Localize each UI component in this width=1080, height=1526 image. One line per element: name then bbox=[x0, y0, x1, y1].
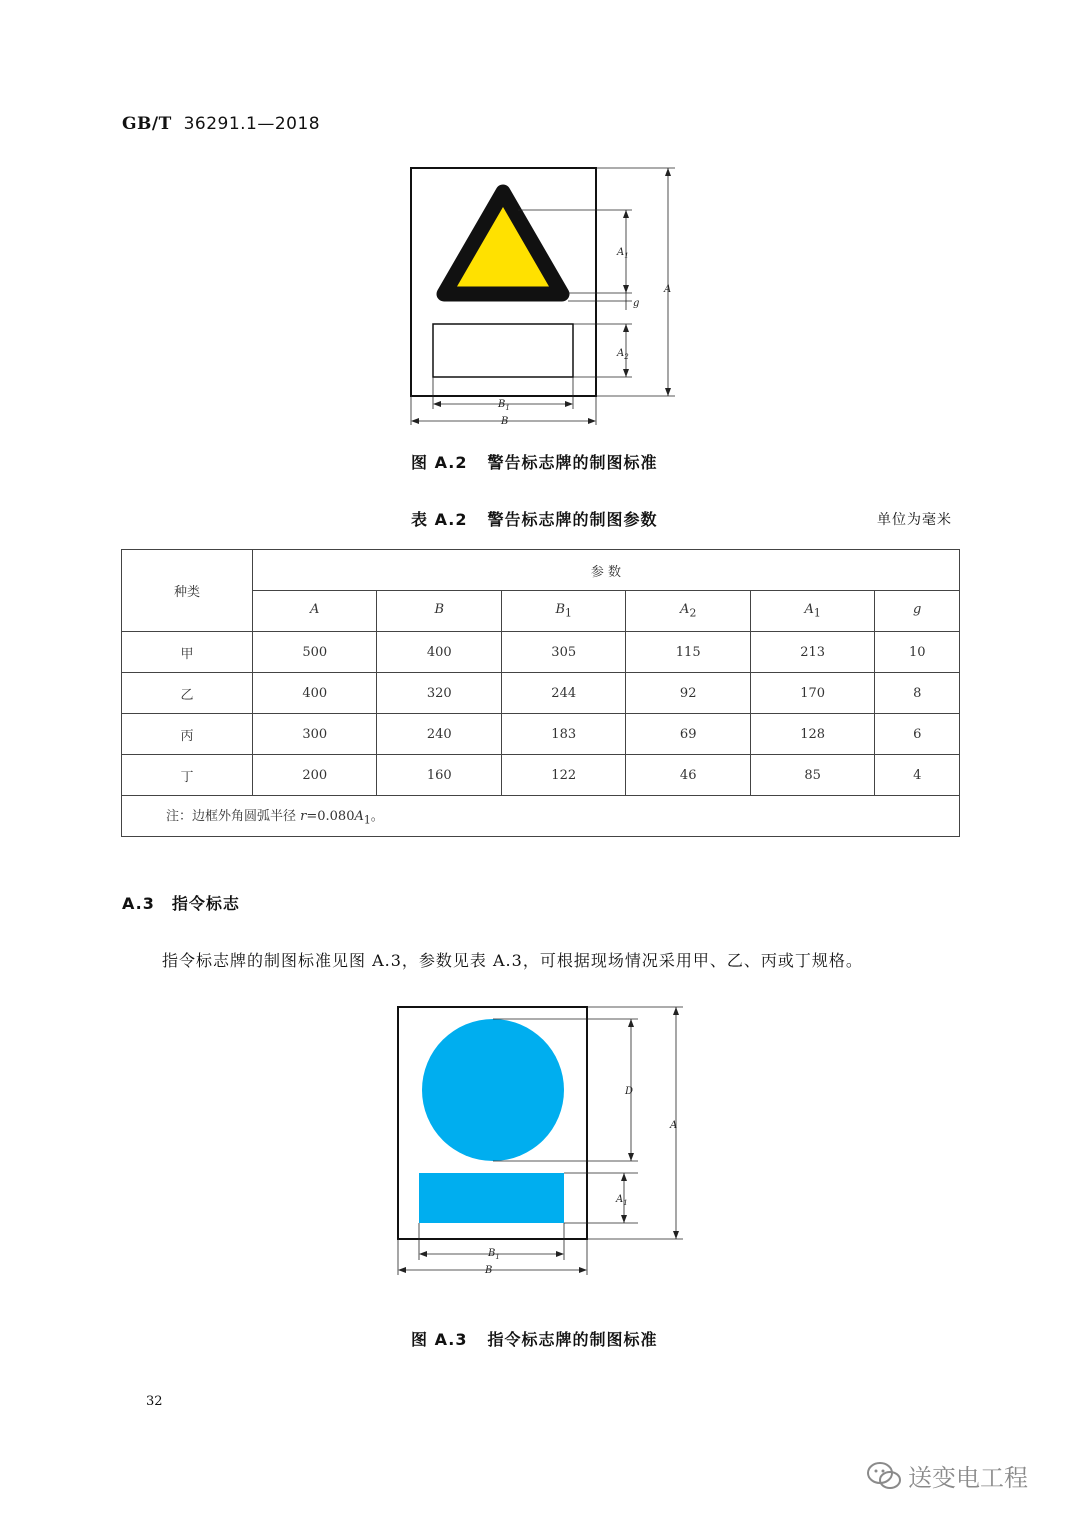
cell: 400 bbox=[377, 632, 501, 673]
col-header: B bbox=[377, 591, 501, 632]
cell: 92 bbox=[626, 673, 750, 714]
cell: 6 bbox=[875, 714, 960, 755]
table-header-row bbox=[122, 550, 960, 591]
cell: 115 bbox=[626, 632, 750, 673]
wechat-icon bbox=[866, 1461, 902, 1491]
figure-a2-warning-sign bbox=[400, 160, 690, 435]
label-A: A bbox=[664, 284, 672, 295]
cell: 160 bbox=[377, 755, 501, 796]
label-A2: $A_2$ bbox=[617, 348, 629, 361]
col-header: A bbox=[253, 591, 377, 632]
standard-code bbox=[122, 114, 320, 134]
header-kind: 种类 bbox=[122, 550, 253, 632]
table-row bbox=[122, 673, 960, 714]
table-a2-title: 警告标志牌的制图参数 bbox=[487, 510, 658, 529]
cell: 170 bbox=[750, 673, 874, 714]
cell: 300 bbox=[253, 714, 377, 755]
col-header: $B_1$ bbox=[501, 591, 625, 632]
warning-triangle bbox=[444, 192, 562, 294]
label-B: B bbox=[501, 416, 509, 427]
col-header: $A_2$ bbox=[626, 591, 750, 632]
cell: 320 bbox=[377, 673, 501, 714]
standard-number: 36291.1—2018 bbox=[183, 114, 321, 134]
watermark-text: 送变电工程 bbox=[908, 1464, 1028, 1492]
label-B1: $B_1$ bbox=[488, 1248, 500, 1261]
figure-a3-caption bbox=[411, 1327, 657, 1350]
watermark bbox=[866, 1458, 1028, 1493]
cell: 213 bbox=[750, 632, 874, 673]
col-header: g bbox=[875, 591, 960, 632]
label-B1: $B_1$ bbox=[498, 399, 510, 412]
table-note-row bbox=[122, 796, 960, 837]
cell: 85 bbox=[750, 755, 874, 796]
cell: 183 bbox=[501, 714, 625, 755]
table-a2-number: 表 A.2 bbox=[411, 510, 468, 529]
row-kind: 乙 bbox=[122, 673, 253, 714]
cell: 500 bbox=[253, 632, 377, 673]
cell: 8 bbox=[875, 673, 960, 714]
row-kind: 丁 bbox=[122, 755, 253, 796]
cell: 400 bbox=[253, 673, 377, 714]
cell: 305 bbox=[501, 632, 625, 673]
table-a2 bbox=[121, 549, 960, 837]
text-panel bbox=[433, 324, 573, 377]
cell: 244 bbox=[501, 673, 625, 714]
label-D: D bbox=[625, 1086, 634, 1097]
cell: 69 bbox=[626, 714, 750, 755]
label-B: B bbox=[485, 1265, 493, 1276]
table-a2-caption bbox=[411, 507, 657, 530]
row-kind: 甲 bbox=[122, 632, 253, 673]
cell: 46 bbox=[626, 755, 750, 796]
label-A: A bbox=[670, 1120, 678, 1131]
col-header: $A_1$ bbox=[750, 591, 874, 632]
mandatory-circle bbox=[422, 1019, 564, 1161]
table-row bbox=[122, 755, 960, 796]
figure-a2-title: 警告标志牌的制图标准 bbox=[487, 453, 658, 472]
section-heading: A.3 指令标志 bbox=[122, 894, 240, 913]
table-unit: 单位为毫米 bbox=[877, 512, 952, 528]
cell: 4 bbox=[875, 755, 960, 796]
mandatory-bar bbox=[419, 1173, 564, 1223]
table-row bbox=[122, 632, 960, 673]
cell: 200 bbox=[253, 755, 377, 796]
label-A1: $A_1$ bbox=[616, 1194, 628, 1207]
page-number: 32 bbox=[146, 1394, 163, 1409]
label-g: g bbox=[633, 298, 640, 309]
cell: 128 bbox=[750, 714, 874, 755]
label-A1: $A_1$ bbox=[617, 247, 629, 260]
header-params: 参 数 bbox=[253, 550, 960, 591]
figure-a3-title: 指令标志牌的制图标准 bbox=[487, 1330, 658, 1349]
table-row bbox=[122, 714, 960, 755]
table-note: 注：边框外角圆弧半径 $r=0.080A_1$。 bbox=[122, 796, 960, 837]
standard-prefix: GB/T bbox=[122, 114, 172, 134]
cell: 10 bbox=[875, 632, 960, 673]
figure-a3-number: 图 A.3 bbox=[411, 1330, 468, 1349]
section-paragraph: 指令标志牌的制图标准见图 A.3，参数见表 A.3，可根据现场情况采用甲、乙、丙或丁规格。 bbox=[162, 951, 863, 970]
cell: 122 bbox=[501, 755, 625, 796]
cell: 240 bbox=[377, 714, 501, 755]
row-kind: 丙 bbox=[122, 714, 253, 755]
figure-a2-number: 图 A.2 bbox=[411, 453, 468, 472]
figure-a3-mandatory-sign bbox=[390, 1000, 690, 1285]
figure-a2-caption bbox=[411, 450, 657, 473]
